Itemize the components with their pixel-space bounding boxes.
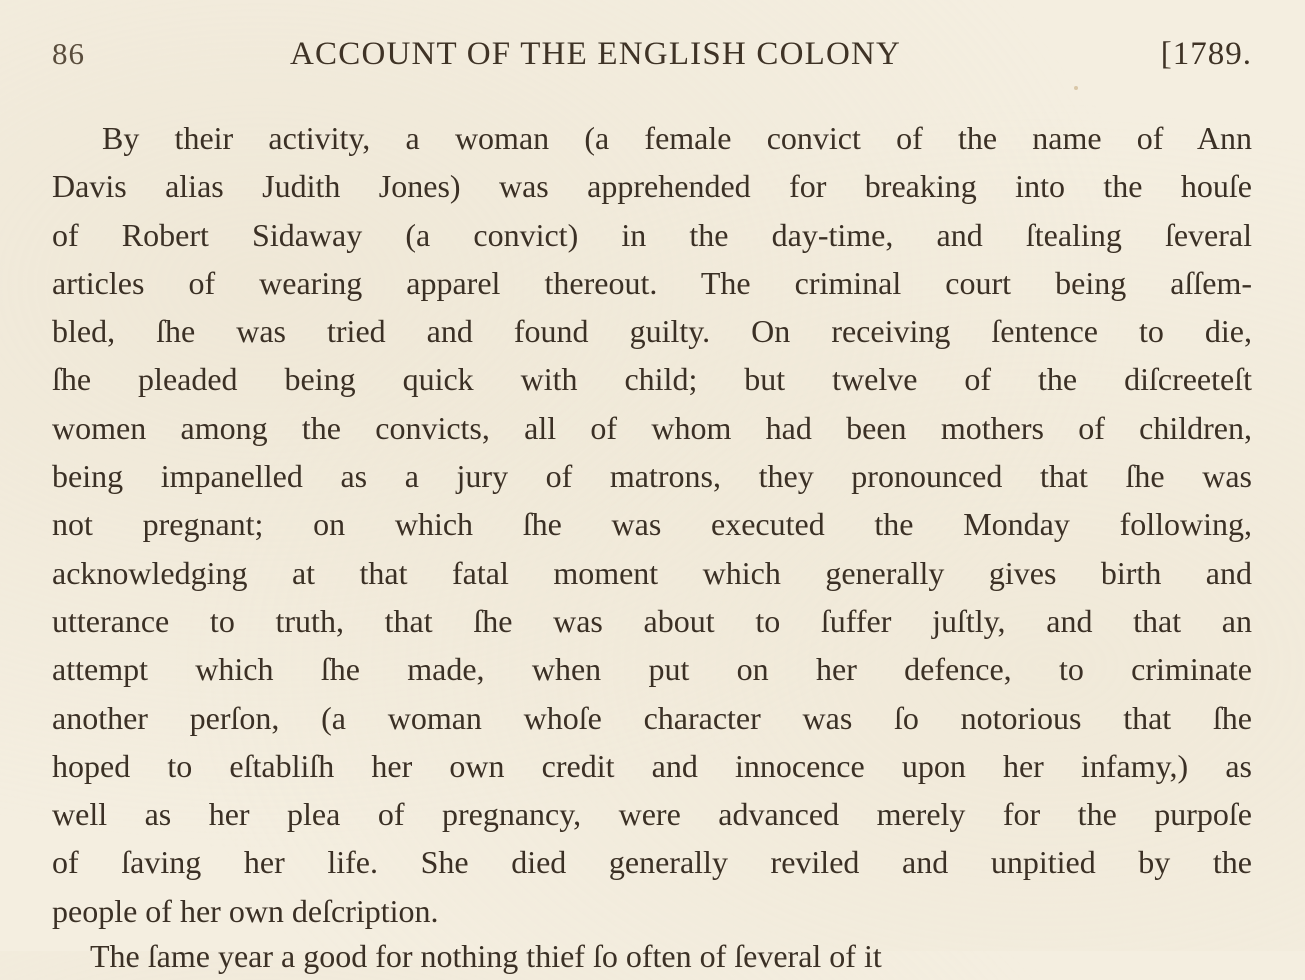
text-line: Davis alias Judith Jones) was apprehended for breaking into the houſe [52, 168, 1252, 205]
text-line: women among the convicts, all of whom had been mothers of children, [52, 409, 1252, 446]
text-line: bled, ſhe was tried and found guilty. On receiving ſentence to die, [52, 313, 1252, 350]
cut-off-text: The ſame year a good for nothing thief ſo often of ſeveral of it [90, 938, 882, 974]
text-line: being impanelled as a jury of matrons, they pronounced that ſhe was [52, 458, 1252, 495]
paper-fleck [1074, 86, 1078, 90]
text-line: attempt which ſhe made, when put on her defence, to criminate [52, 651, 1252, 688]
text-line: of Robert Sidaway (a convict) in the day-time, and ſtealing ſeveral [52, 216, 1252, 253]
text-line: articles of wearing apparel thereout. The criminal court being aſſem- [52, 264, 1252, 301]
running-title: ACCOUNT OF THE ENGLISH COLONY [290, 36, 902, 72]
text-line: ſhe pleaded being quick with child; but twelve of the diſcreeteſt [52, 361, 1252, 398]
running-head [52, 36, 1252, 82]
text-line: utterance to truth, that ſhe was about to ſuffer juſtly, and that an [52, 602, 1252, 639]
text-line: acknowledging at that fatal moment which generally gives birth and [52, 554, 1252, 591]
text-line: well as her plea of pregnancy, were advanced merely for the purpoſe [52, 796, 1252, 833]
text-line: By their activity, a woman (a female convict of the name of Ann [102, 120, 1252, 156]
page-number: 86 [52, 36, 85, 71]
paragraph [52, 114, 1252, 935]
text-line: hoped to eſtabliſh her own credit and innocence upon her infamy,) as [52, 747, 1252, 784]
text-line: another perſon, (a woman whoſe character was ſo notorious that ſhe [52, 699, 1252, 736]
running-year: [1789. [1160, 36, 1252, 72]
text-line: of ſaving her life. She died generally reviled and unpitied by the [52, 844, 1252, 881]
text-line-last: people of her own deſcription. [52, 892, 439, 929]
cut-off-next-line [90, 932, 1250, 974]
text-line: not pregnant; on which ſhe was executed the Monday following, [52, 506, 1252, 543]
